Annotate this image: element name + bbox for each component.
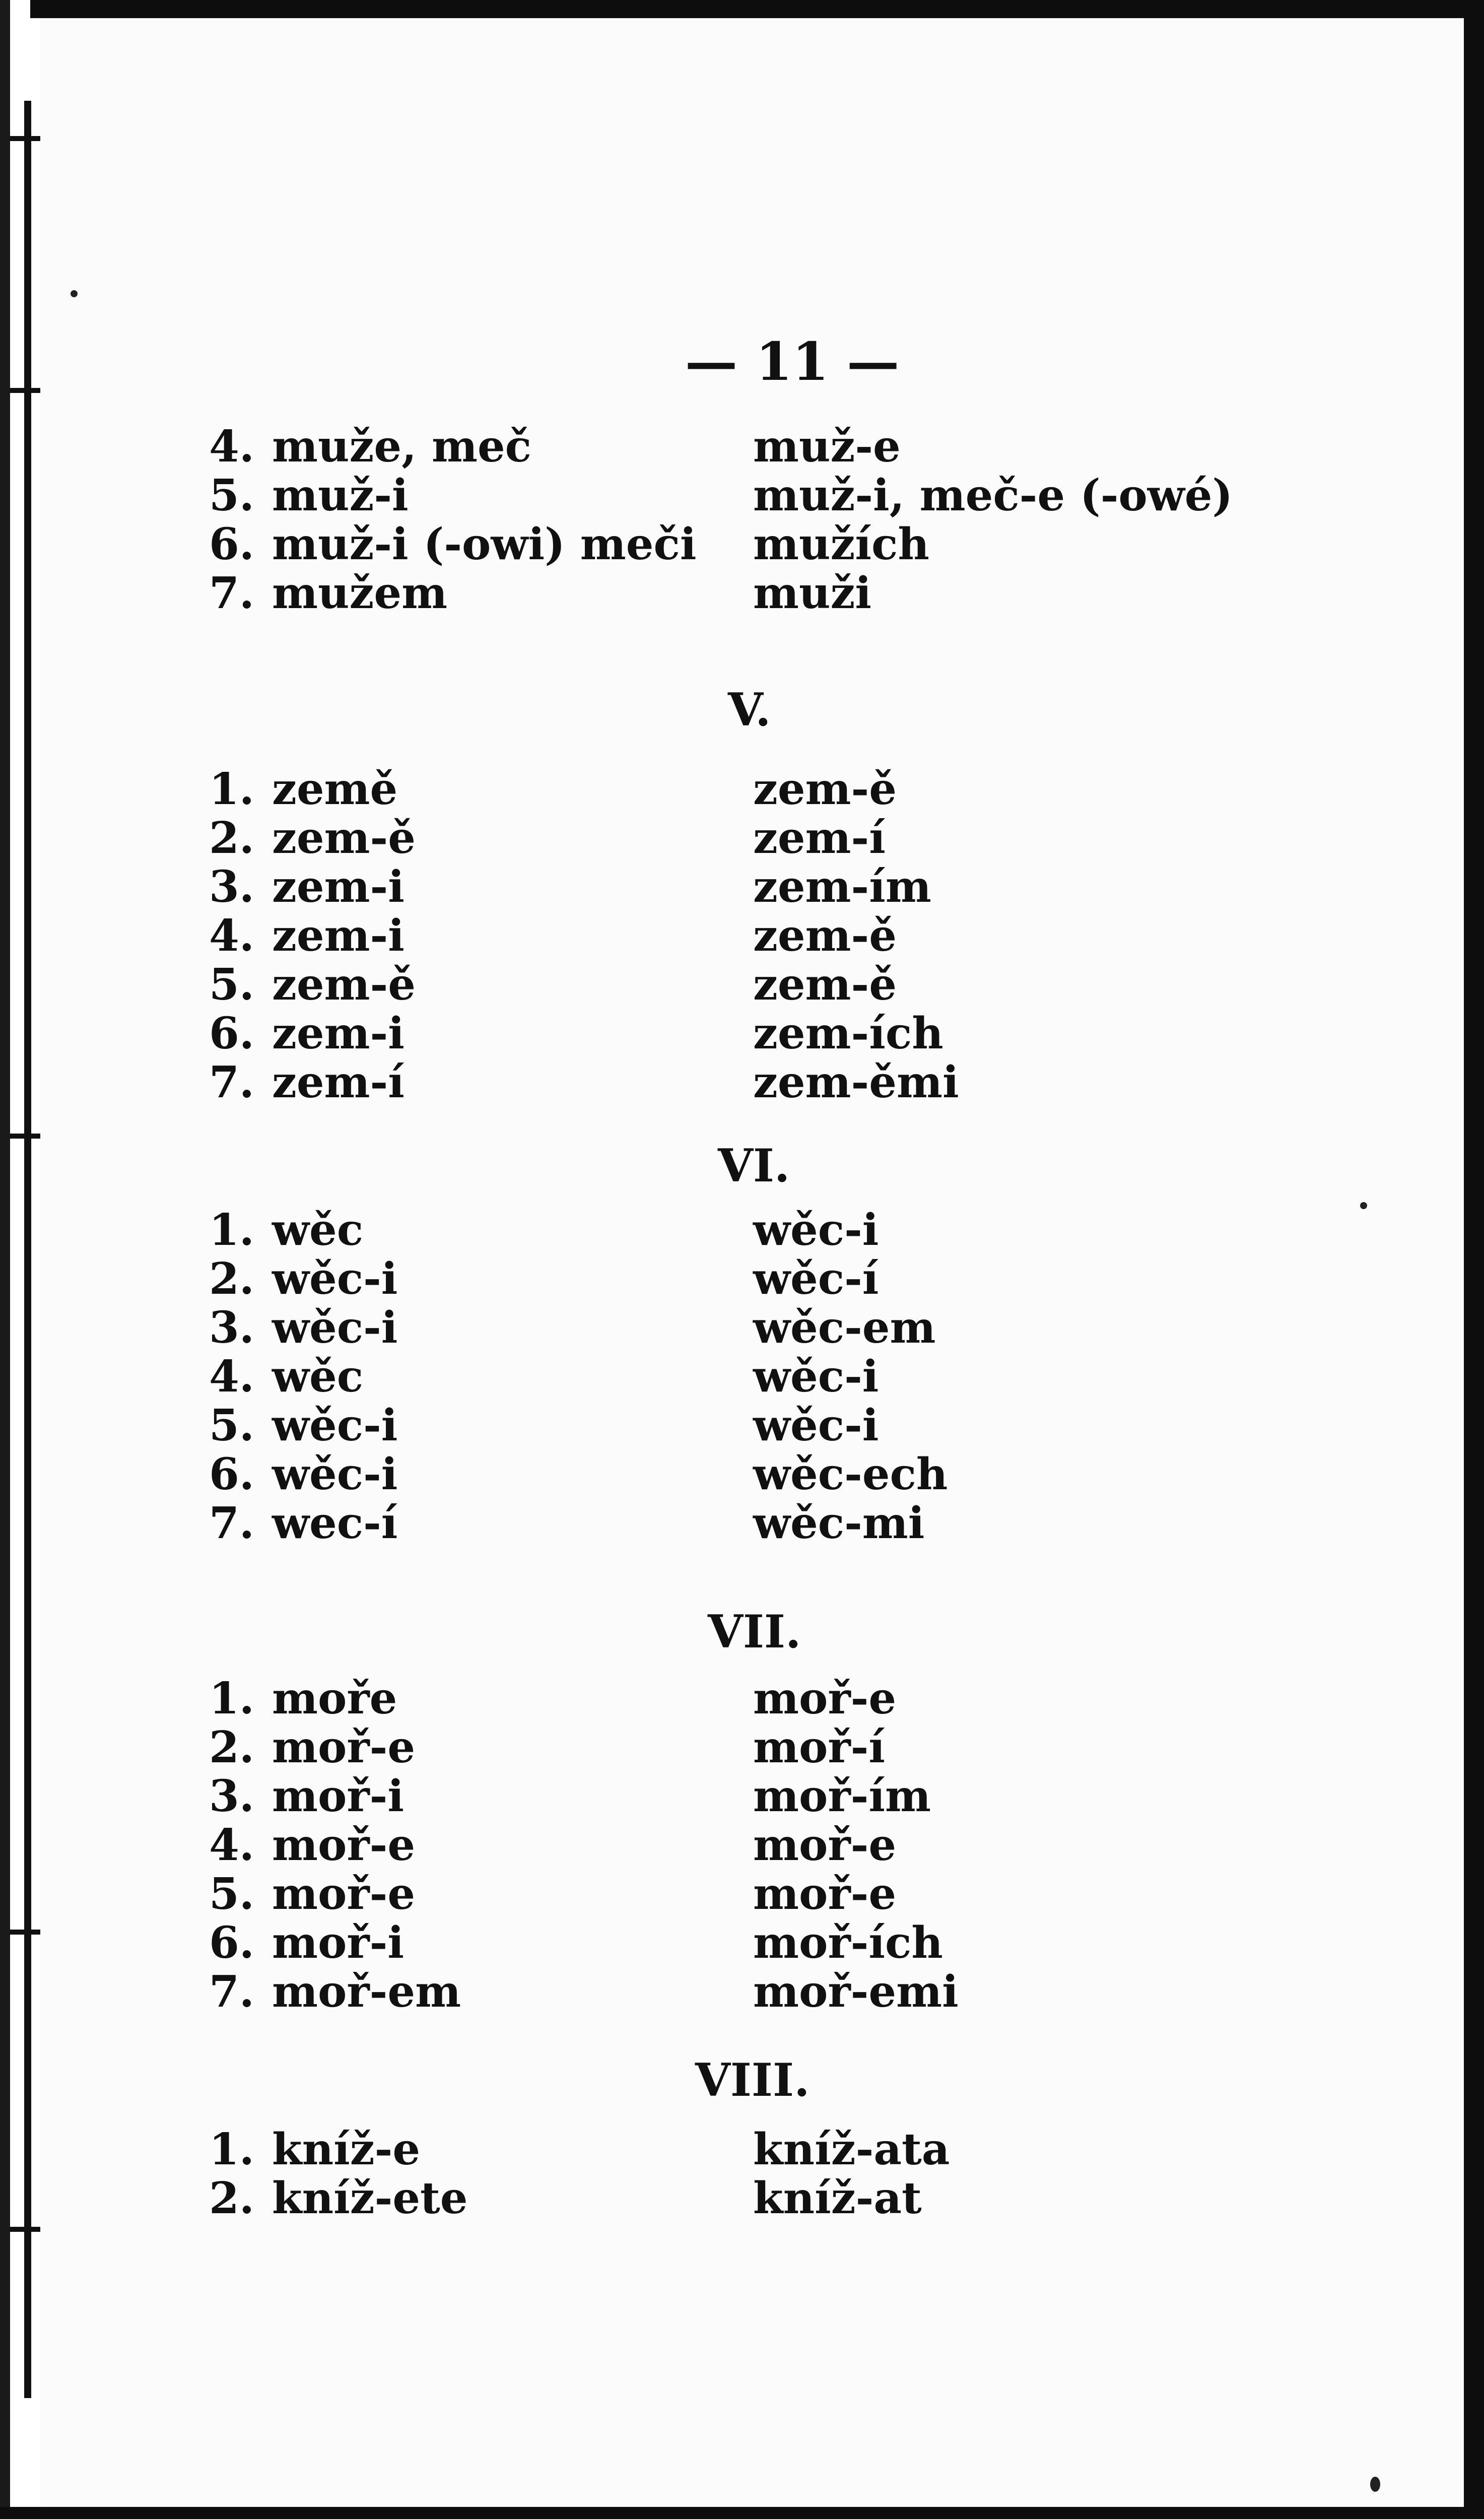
- plural-form: moř-í: [753, 1722, 886, 1773]
- table-row: [40, 1449, 1464, 1499]
- plural-form: moř-e: [753, 1673, 897, 1724]
- plural-form: mužích: [753, 519, 929, 570]
- table-row: [40, 2124, 1464, 2174]
- plural-form: muž-i, meč-e (-owé): [753, 470, 1233, 521]
- case-number: 6.: [209, 1917, 254, 1968]
- table-row: [40, 1253, 1464, 1304]
- scan-right-border: [1464, 0, 1484, 2519]
- case-number: 4.: [209, 421, 254, 472]
- table-row: [40, 1869, 1464, 1919]
- singular-form: zem-ě: [272, 813, 416, 864]
- ink-speck: [1370, 2477, 1380, 2492]
- case-number: 5.: [209, 470, 254, 521]
- case-number: 4.: [209, 910, 254, 961]
- singular-form: muže, meč: [272, 421, 532, 472]
- singular-form: muž-i (-owi) meči: [272, 519, 697, 570]
- plural-form: zem-í: [753, 813, 886, 864]
- table-row: [40, 1917, 1464, 1968]
- section-heading: VII.: [708, 1605, 801, 1659]
- singular-form: zem-i: [272, 910, 404, 961]
- case-number: 5.: [209, 1869, 254, 1919]
- plural-form: wěc-í: [753, 1253, 879, 1304]
- singular-form: moř-i: [272, 1917, 404, 1968]
- scan-top-border: [30, 0, 1484, 18]
- binding-tick: [10, 1930, 40, 1935]
- plural-form: kníž-ata: [753, 2124, 950, 2175]
- plural-form: zem-ě: [753, 959, 897, 1010]
- case-number: 3.: [209, 861, 254, 912]
- binding-tick: [10, 2227, 40, 2232]
- plural-form: moř-emi: [753, 1966, 959, 2017]
- singular-form: moř-em: [272, 1966, 461, 2017]
- table-row: [40, 910, 1464, 961]
- plural-form: moř-e: [753, 1820, 897, 1871]
- case-number: 3.: [209, 1302, 254, 1353]
- singular-form: wěc-i: [272, 1449, 398, 1500]
- case-number: 6.: [209, 1449, 254, 1500]
- binding-tick: [10, 1134, 40, 1139]
- ink-speck: [1360, 1202, 1367, 1209]
- plural-form: wěc-em: [753, 1302, 936, 1353]
- binding-tick: [10, 388, 40, 393]
- singular-form: moř-e: [272, 1820, 416, 1871]
- singular-form: zem-i: [272, 1008, 404, 1059]
- case-number: 1.: [209, 1673, 254, 1724]
- case-number: 5.: [209, 1400, 254, 1451]
- case-number: 4.: [209, 1351, 254, 1402]
- singular-form: wěc-i: [272, 1400, 398, 1451]
- table-row: [40, 519, 1464, 569]
- case-number: 2.: [209, 813, 254, 864]
- plural-form: wěc-mi: [753, 1498, 925, 1549]
- table-row: [40, 2173, 1464, 2223]
- book-page: [40, 18, 1464, 2507]
- table-row: [40, 1205, 1464, 1255]
- plural-form: zem-ích: [753, 1008, 943, 1059]
- table-row: [40, 1771, 1464, 1821]
- table-row: [40, 1351, 1464, 1402]
- singular-form: moř-i: [272, 1771, 404, 1822]
- plural-form: zem-ěmi: [753, 1057, 959, 1108]
- section-heading: VI.: [718, 1139, 790, 1192]
- singular-form: kníž-ete: [272, 2173, 468, 2224]
- plural-form: kníž-at: [753, 2173, 922, 2224]
- table-row: [40, 421, 1464, 472]
- binding-line: [24, 101, 31, 2398]
- case-number: 4.: [209, 1820, 254, 1871]
- case-number: 2.: [209, 2173, 254, 2224]
- case-number: 7.: [209, 1966, 254, 2017]
- table-row: [40, 861, 1464, 912]
- plural-form: muži: [753, 568, 872, 619]
- case-number: 1.: [209, 764, 254, 815]
- plural-form: wěc-ech: [753, 1449, 948, 1500]
- singular-form: wěc: [272, 1351, 364, 1402]
- case-number: 7.: [209, 568, 254, 619]
- table-row: [40, 1057, 1464, 1107]
- case-number: 3.: [209, 1771, 254, 1822]
- case-number: 1.: [209, 1205, 254, 1255]
- case-number: 7.: [209, 1498, 254, 1549]
- table-row: [40, 1673, 1464, 1723]
- table-row: [40, 764, 1464, 814]
- table-row: [40, 959, 1464, 1010]
- table-row: [40, 1008, 1464, 1058]
- singular-form: zem-i: [272, 861, 404, 912]
- ink-speck: [71, 290, 78, 297]
- plural-form: muž-e: [753, 421, 901, 472]
- table-row: [40, 1820, 1464, 1870]
- case-number: 6.: [209, 1008, 254, 1059]
- plural-form: zem-ím: [753, 861, 931, 912]
- case-number: 6.: [209, 519, 254, 570]
- case-number: 5.: [209, 959, 254, 1010]
- table-row: [40, 470, 1464, 520]
- scan-bottom-border: [0, 2507, 1484, 2519]
- singular-form: zem-í: [272, 1057, 404, 1108]
- scan-left-edge: [0, 0, 10, 2519]
- table-row: [40, 1400, 1464, 1450]
- plural-form: wěc-i: [753, 1205, 879, 1255]
- page-number: — 11 —: [685, 330, 900, 392]
- table-row: [40, 1722, 1464, 1772]
- plural-form: moř-e: [753, 1869, 897, 1919]
- singular-form: wěc-i: [272, 1253, 398, 1304]
- singular-form: zem-ě: [272, 959, 416, 1010]
- plural-form: moř-ím: [753, 1771, 931, 1822]
- section-heading: VIII.: [695, 2053, 810, 2107]
- singular-form: wec-í: [272, 1498, 398, 1549]
- plural-form: zem-ě: [753, 764, 897, 815]
- plural-form: wěc-i: [753, 1400, 879, 1451]
- plural-form: wěc-i: [753, 1351, 879, 1402]
- singular-form: kníž-e: [272, 2124, 421, 2175]
- singular-form: mužem: [272, 568, 448, 619]
- singular-form: wěc-i: [272, 1302, 398, 1353]
- case-number: 7.: [209, 1057, 254, 1108]
- singular-form: moř-e: [272, 1869, 416, 1919]
- singular-form: moře: [272, 1673, 397, 1724]
- table-row: [40, 813, 1464, 863]
- plural-form: zem-ě: [753, 910, 897, 961]
- case-number: 2.: [209, 1722, 254, 1773]
- singular-form: země: [272, 764, 398, 815]
- section-heading: V.: [728, 683, 771, 737]
- plural-form: moř-ích: [753, 1917, 943, 1968]
- case-number: 2.: [209, 1253, 254, 1304]
- table-row: [40, 1498, 1464, 1548]
- singular-form: moř-e: [272, 1722, 416, 1773]
- case-number: 1.: [209, 2124, 254, 2175]
- table-row: [40, 1302, 1464, 1353]
- singular-form: wěc: [272, 1205, 364, 1255]
- binding-tick: [10, 136, 40, 141]
- singular-form: muž-i: [272, 470, 409, 521]
- table-row: [40, 568, 1464, 618]
- table-row: [40, 1966, 1464, 2017]
